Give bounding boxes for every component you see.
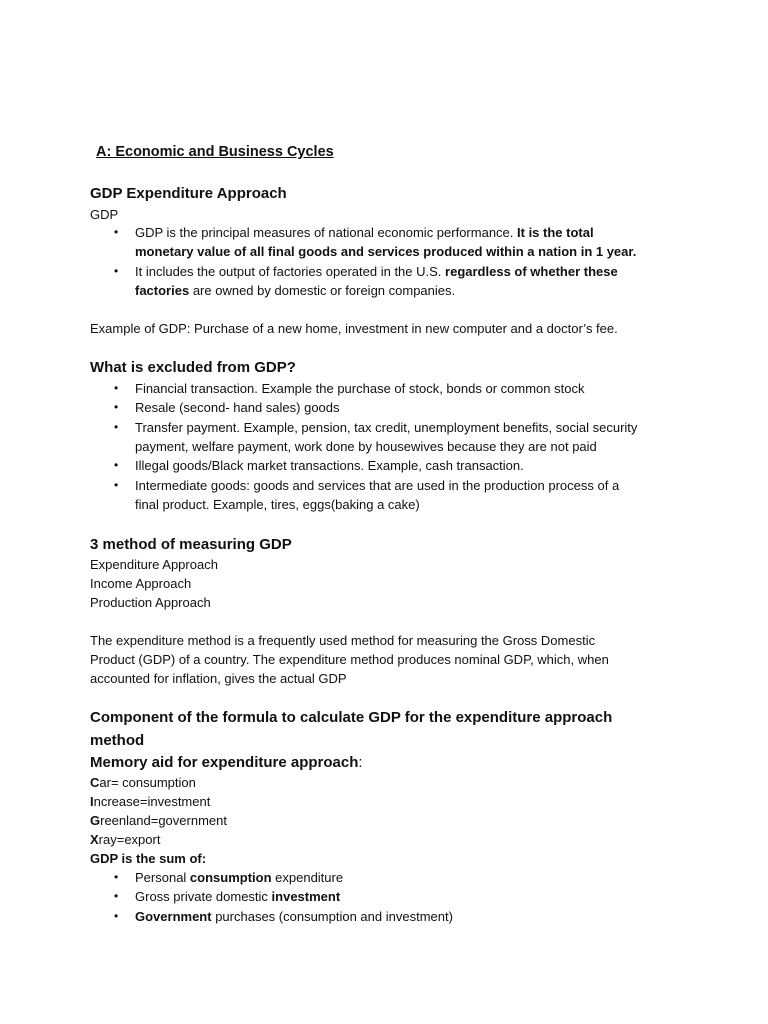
label-gdp: GDP xyxy=(90,207,119,222)
bullet-icon: • xyxy=(114,420,119,434)
method-expenditure: Expenditure Approach xyxy=(90,557,218,572)
heading-component-line-1: Component of the formula to calculate GDP for the expenditure approach xyxy=(90,709,613,726)
heading-gdp-expenditure-approach: GDP Expenditure Approach xyxy=(90,185,287,202)
excluded-item-4: Illegal goods/Black market transactions. Example, cash transaction. xyxy=(135,458,524,473)
method-production: Production Approach xyxy=(90,595,211,610)
heading-memory-aid: Memory aid for expenditure approach: xyxy=(90,754,363,771)
gdp-sum-item-government: Government purchases (consumption and investment) xyxy=(135,909,453,924)
excluded-item-2: Resale (second- hand sales) goods xyxy=(135,400,340,415)
gdp-point-1-line-1: GDP is the principal measures of national economic performance. It is the total xyxy=(135,225,594,240)
bullet-icon: • xyxy=(114,889,119,903)
memory-aid-item: Xray=export xyxy=(90,832,161,847)
gdp-point-1-line-2: monetary value of all final goods and services produced within a nation in 1 year. xyxy=(135,244,637,259)
expenditure-paragraph-line-2: Product (GDP) of a country. The expenditure method produces nominal GDP, which, when xyxy=(90,652,609,667)
memory-aid-item: Increase=investment xyxy=(90,794,211,809)
heading-excluded-from-gdp: What is excluded from GDP? xyxy=(90,359,296,376)
expenditure-paragraph-line-3: accounted for inflation, gives the actual GDP xyxy=(90,671,347,686)
gdp-sum-item-investment: Gross private domestic investment xyxy=(135,889,341,904)
bullet-icon: • xyxy=(114,225,119,239)
bullet-icon: • xyxy=(114,400,119,414)
bullet-icon: • xyxy=(114,909,119,923)
heading-component-line-2: method xyxy=(90,732,145,749)
bullet-icon: • xyxy=(114,458,119,472)
heading-3-methods: 3 method of measuring GDP xyxy=(90,536,292,553)
section-title: A: Economic and Business Cycles xyxy=(96,144,334,160)
excluded-item-5-line-2: final product. Example, tires, eggs(baking a cake) xyxy=(135,497,420,512)
excluded-item-3-line-1: Transfer payment. Example, pension, tax credit, unemployment benefits, social security xyxy=(135,420,638,435)
bullet-icon: • xyxy=(114,478,119,492)
expenditure-paragraph-line-1: The expenditure method is a frequently used method for measuring the Gross Domestic xyxy=(90,633,596,648)
example-of-gdp: Example of GDP: Purchase of a new home, investment in new computer and a doctor’s fee. xyxy=(90,321,618,336)
bullet-icon: • xyxy=(114,870,119,884)
gdp-sum-item-consumption: Personal consumption expenditure xyxy=(135,870,344,885)
excluded-item-1: Financial transaction. Example the purchase of stock, bonds or common stock xyxy=(135,381,585,396)
bullet-icon: • xyxy=(114,381,119,395)
memory-aid-item: Car= consumption xyxy=(90,775,196,790)
bullet-icon: • xyxy=(114,264,119,278)
gdp-point-2-line-2: factories are owned by domestic or foreign companies. xyxy=(135,283,456,298)
gdp-sum-heading: GDP is the sum of: xyxy=(90,851,207,866)
method-income: Income Approach xyxy=(90,576,192,591)
gdp-point-2-line-1: It includes the output of factories operated in the U.S. regardless of whether these xyxy=(135,264,618,279)
memory-aid-item: Greenland=government xyxy=(90,813,227,828)
excluded-item-3-line-2: payment, welfare payment, work done by housewives because they are not paid xyxy=(135,439,597,454)
excluded-item-5-line-1: Intermediate goods: goods and services that are used in the production process of a xyxy=(135,478,620,493)
